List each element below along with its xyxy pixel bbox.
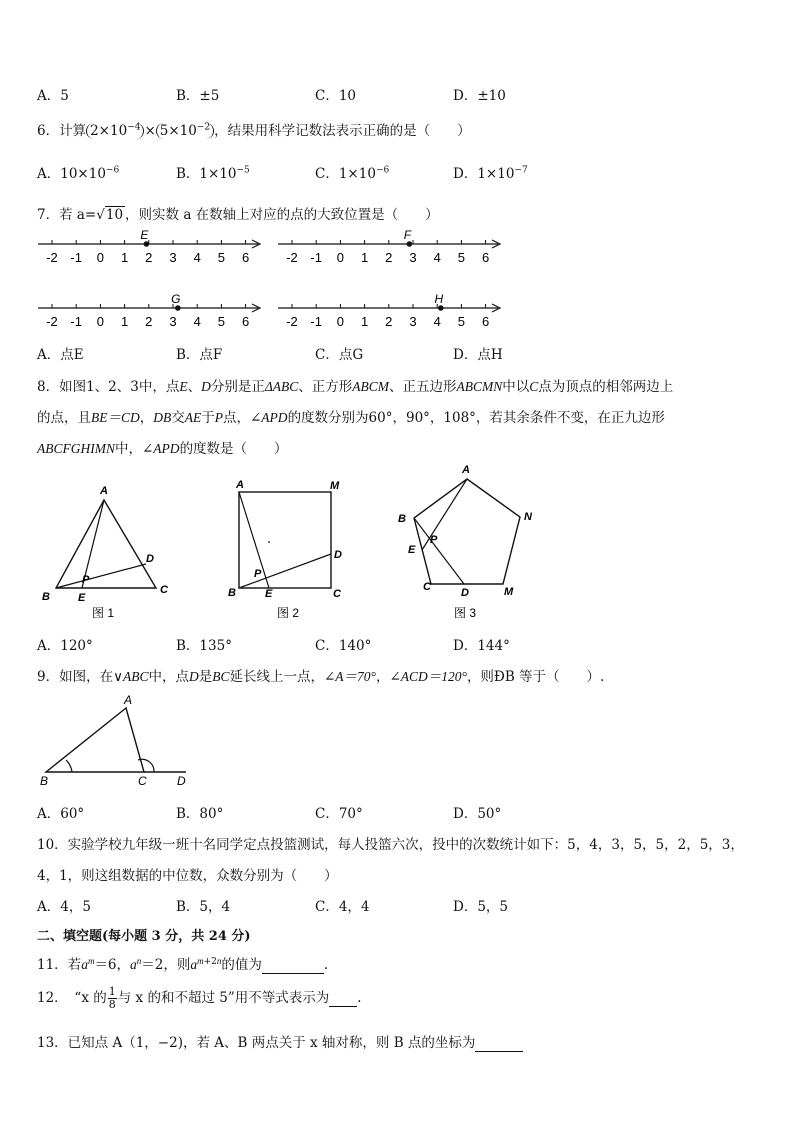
segment-bd: [414, 518, 464, 584]
question-8-line-1: 8．如图1、2、3中，点E、D分别是正ΔABC、正方形ABCM、正五边形ABCMN中以C点为顶点的相邻两边上: [37, 379, 674, 395]
svg-text:E: E: [78, 592, 86, 604]
svg-text:C: C: [160, 584, 168, 596]
point-e: [144, 241, 150, 247]
tick-label: 3: [169, 314, 177, 329]
tick-label: -2: [46, 314, 58, 329]
tick-label: 5: [217, 250, 226, 265]
q6-option-d: D．$1\times 10^{-7}$: [453, 165, 528, 182]
question-8-line-2: 的点，且BE＝CD，DB交AE于P点，∠APD的度数分别为60°，90°，108°，若其余条件不变，在正九边形: [37, 410, 665, 426]
tick-label: 5: [217, 314, 226, 329]
segment-ae: [422, 479, 467, 550]
tick-label: 1: [120, 314, 129, 329]
number-line-e: [34, 228, 266, 270]
tick-label: 4: [433, 250, 441, 265]
svg-text:C: C: [423, 581, 431, 593]
svg-text:A: A: [100, 485, 108, 497]
q8-option-d: D．144°: [453, 638, 510, 654]
question-13: 13．已知点 A（1，−2)，若 A、B 两点关于 x 轴对称，则 B 点的坐标为: [37, 1031, 523, 1052]
svg-text:A: A: [124, 694, 133, 707]
svg-text:B: B: [398, 513, 406, 525]
svg-text:D: D: [461, 587, 469, 599]
q9-option-b: B．80°: [176, 806, 224, 822]
tick-label: 6: [241, 250, 250, 265]
svg-text:E: E: [408, 544, 416, 556]
svg-text:E: E: [265, 588, 273, 600]
tick-label: 0: [336, 250, 345, 265]
pentagon-abcmn: [414, 479, 520, 584]
tick-label: 1: [120, 250, 129, 265]
q5-option-c: C．10: [315, 88, 357, 104]
tick-label: 5: [457, 250, 466, 265]
q10-option-c: C．4，4: [315, 899, 370, 915]
svg-text:A: A: [236, 480, 244, 491]
figure-1-caption: 图 1: [92, 606, 115, 620]
question-10-line-2: 4，1，则这组数据的中位数，众数分别为（ ）: [37, 868, 338, 884]
tick-label: 1: [360, 314, 369, 329]
svg-text:D: D: [177, 774, 186, 788]
tick-label: 5: [457, 314, 466, 329]
tick-label: -2: [46, 250, 58, 265]
tick-label: -1: [70, 250, 82, 265]
svg-text:A: A: [462, 464, 470, 476]
segment-bd: [56, 564, 146, 588]
q10-option-a: A．4，5: [37, 899, 91, 915]
tick-label: 6: [481, 314, 490, 329]
question-8-line-3: ABCFGHIMN中，∠APD的度数是（ ）: [37, 441, 288, 457]
point-g: [175, 305, 181, 311]
figure-1-triangle: [38, 480, 188, 625]
figure-q9-triangle: [34, 694, 194, 790]
tick-label: 2: [145, 314, 153, 329]
tick-label: 6: [241, 314, 250, 329]
question-12: 12． “x 的 $\frac{1}{8}$ 与 x 的和不超过 5”用不等式表示为 .: [37, 985, 362, 1011]
q9-option-d: D．50°: [453, 806, 502, 822]
q7-option-d: D．点H: [453, 347, 503, 363]
segment-bd: [239, 554, 331, 588]
tick-label: 4: [193, 314, 201, 329]
svg-text:B: B: [228, 587, 236, 599]
svg-text:C: C: [138, 774, 147, 788]
q7-option-b: B．点F: [176, 347, 223, 363]
q8-option-b: B．135°: [176, 638, 232, 654]
question-9: 9．如图，在∨ABC中，点D是BC延长线上一点，∠A＝70°，∠ACD＝120°，则ÐB 等于（ ）.: [37, 669, 605, 685]
number-line-g: [34, 292, 266, 334]
tick-label: 6: [481, 250, 490, 265]
svg-text:M: M: [330, 480, 340, 492]
svg-text:C: C: [333, 588, 341, 600]
q7-option-a: A．点E: [37, 347, 84, 363]
tick-label: -2: [286, 250, 298, 265]
q8-option-c: C．140°: [315, 638, 372, 654]
q6-option-b: B．$1\times 10^{-5}$: [176, 165, 250, 182]
point-f: [407, 241, 413, 247]
svg-text:D: D: [334, 549, 342, 561]
question-11: 11．若$a^m=6$，$a^n=2$，则$a^{m+2n}$的值为 .: [37, 955, 329, 973]
question-6: 6．计算 $2\times 10^{-4} \times 5\times 10^{-2}$ ，结果用科学记数法表示正确的是（ ）: [37, 122, 471, 139]
triangle-abc: [46, 708, 144, 772]
tick-label: 4: [433, 314, 441, 329]
tick-label: 1: [360, 250, 369, 265]
figure-3-pentagon: [392, 462, 552, 625]
tick-label: 4: [193, 250, 201, 265]
q10-option-b: B．5，4: [176, 899, 231, 915]
question-7: 7．若 a=√10 ，则实数 a 在数轴上对应的点的大致位置是（ ）: [37, 207, 439, 223]
figure-2-caption: 图 2: [277, 606, 300, 620]
figure-3-caption: 图 3: [454, 606, 477, 620]
svg-text:D: D: [146, 553, 154, 565]
tick-label: 0: [96, 314, 105, 329]
tick-label: 2: [385, 250, 393, 265]
tick-label: -1: [310, 250, 322, 265]
svg-text:B: B: [40, 774, 49, 788]
section-heading-fill-in: 二、填空题(每小题 3 分，共 24 分): [37, 929, 251, 944]
q8-option-a: A．120°: [37, 638, 93, 654]
svg-text:M: M: [504, 586, 514, 598]
fraction-one-eighth: $\frac{1}{8}$: [108, 985, 116, 1011]
tick-label: 2: [385, 314, 393, 329]
point-h: [438, 305, 444, 311]
number-line-f: [274, 228, 506, 270]
q6-option-c: C．$1\times 10^{-6}$: [315, 165, 390, 182]
q12-answer-blank[interactable]: [329, 990, 357, 1007]
svg-text:P: P: [82, 574, 90, 586]
svg-text:B: B: [42, 591, 50, 603]
tick-label: -2: [286, 314, 298, 329]
q10-option-d: D．5，5: [453, 899, 509, 915]
tick-label: 3: [409, 314, 417, 329]
tick-label: 0: [96, 250, 105, 265]
q5-option-d: D．±10: [453, 88, 506, 104]
svg-text:P: P: [254, 568, 262, 580]
q5-option-a: A．5: [37, 88, 69, 104]
svg-text:N: N: [524, 511, 532, 523]
point-label: G: [171, 292, 181, 306]
tick-label: 3: [169, 250, 177, 265]
square-abcm: [239, 492, 331, 588]
point-label: H: [434, 292, 444, 306]
svg-text:P: P: [430, 534, 438, 546]
number-line-h: [274, 292, 506, 334]
figure-2-square: [225, 480, 355, 625]
q11-answer-blank[interactable]: [262, 957, 324, 974]
q13-answer-blank[interactable]: [475, 1035, 523, 1052]
tick-label: -1: [310, 314, 322, 329]
q9-option-a: A．60°: [37, 806, 85, 822]
point-label: E: [140, 228, 149, 242]
tick-label: -1: [70, 314, 82, 329]
q6-option-a: A．$10\times 10^{-6}$: [37, 165, 120, 182]
tick-label: 3: [409, 250, 417, 265]
tick-label: 2: [145, 250, 153, 265]
tick-label: 0: [336, 314, 345, 329]
point-label: F: [403, 228, 412, 242]
question-10-line-1: 10．实验学校九年级一班十名同学定点投篮测试，每人投篮六次，投中的次数统计如下：5，4，3，5，5，2，5，3，: [37, 837, 744, 853]
q9-option-c: C．70°: [315, 806, 363, 822]
q5-option-b: B．±5: [176, 88, 220, 104]
q7-option-c: C．点G: [315, 347, 364, 363]
